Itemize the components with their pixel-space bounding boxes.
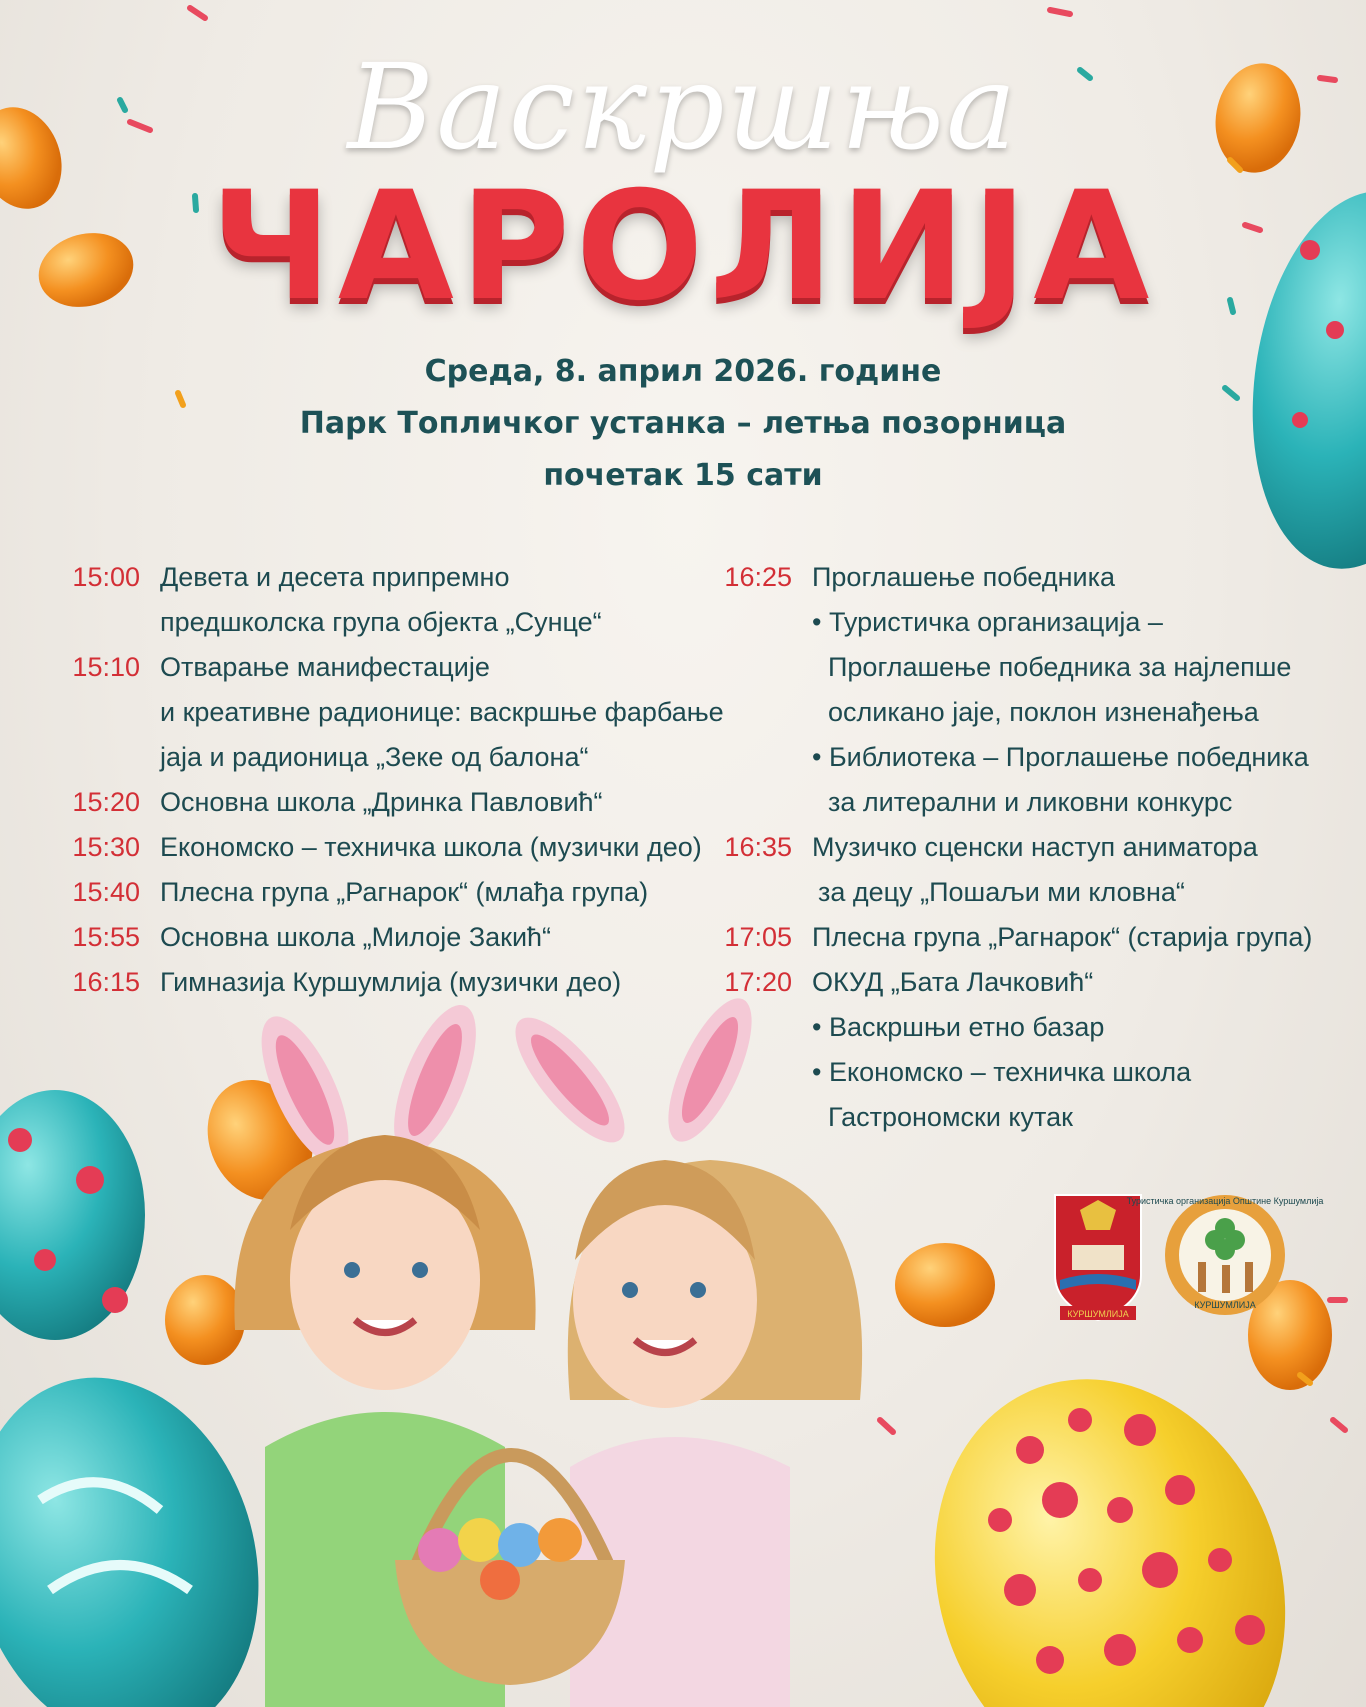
- event-date: Среда, 8. април 2026. године: [424, 354, 942, 389]
- schedule-row: [58, 870, 724, 915]
- svg-text:КУРШУМЛИЈА: КУРШУМЛИЈА: [1067, 1309, 1129, 1319]
- schedule-text: • Васкршњи етно базар: [812, 1012, 1105, 1042]
- schedule-row: [710, 645, 1312, 690]
- schedule-row: [710, 870, 1312, 915]
- schedule-row: [58, 735, 724, 780]
- schedule-row: [58, 555, 724, 600]
- schedule-time: 15:30: [72, 832, 140, 862]
- schedule-left: [58, 555, 724, 1005]
- schedule-time: 15:10: [72, 652, 140, 682]
- schedule-time: 15:55: [72, 922, 140, 952]
- schedule-row: [710, 825, 1312, 870]
- schedule-row: [710, 1005, 1312, 1050]
- municipality-coat-of-arms-icon: [1055, 1195, 1141, 1320]
- schedule-row: [710, 600, 1312, 645]
- schedule-time: 16:25: [724, 562, 792, 592]
- schedule-text: Проглашење победника: [812, 562, 1115, 592]
- schedule-text: Девета и десета припремно: [160, 562, 510, 592]
- schedule-time: 17:20: [724, 967, 792, 997]
- schedule-row: [710, 1095, 1312, 1140]
- schedule-text: Економско – техничка школа (музички део): [160, 832, 702, 862]
- schedule-time: 16:35: [724, 832, 792, 862]
- schedule-text: • Туристичка организација –: [812, 607, 1163, 637]
- schedule-row: [710, 780, 1312, 825]
- schedule-text: Основна школа „Дринка Павловић“: [160, 787, 603, 817]
- title-main: ЧАРОЛИЈА: [210, 160, 1156, 334]
- schedule-text: Музичко сценски наступ аниматора: [812, 832, 1258, 862]
- event-start: почетак 15 сати: [543, 458, 823, 493]
- event-place: Парк Топличког устанка – летња позорница: [299, 406, 1067, 441]
- schedule-row: [710, 690, 1312, 735]
- svg-text:КУРШУМЛИЈА: КУРШУМЛИЈА: [1194, 1300, 1256, 1310]
- schedule-row: [58, 960, 724, 1005]
- schedule-text: за децу „Пошаљи ми кловна“: [818, 877, 1185, 907]
- schedule-text: предшколска група објекта „Сунце“: [160, 607, 602, 637]
- schedule-text: осликано јаје, поклон изненађења: [828, 697, 1259, 727]
- schedule-row: [710, 915, 1312, 960]
- svg-text:Туристичка организација Општин: Туристичка организација Општине Куршумлија: [1126, 1196, 1324, 1206]
- schedule-text: Плесна група „Рагнарок“ (млађа група): [160, 877, 649, 907]
- schedule-row: [710, 555, 1312, 600]
- schedule-time: 15:20: [72, 787, 140, 817]
- schedule-text: Гимназија Куршумлија (музички део): [160, 967, 622, 997]
- schedule-text: јаја и радионица „Зеке од балона“: [160, 742, 589, 772]
- schedule-text: • Економско – техничка школа: [812, 1057, 1192, 1087]
- schedule-row: [58, 690, 724, 735]
- schedule-time: 16:15: [72, 967, 140, 997]
- schedule-time: 15:00: [72, 562, 140, 592]
- schedule-text: • Библиотека – Проглашење победника: [812, 742, 1309, 772]
- schedule-text: и креативне радионице: васкршње фарбање: [160, 697, 724, 727]
- title-script: Васкршња: [347, 38, 1019, 176]
- schedule-row: [710, 1050, 1312, 1095]
- logos: [1050, 1190, 1324, 1330]
- schedule-text: ОКУД „Бата Лачковић“: [812, 967, 1094, 997]
- schedule-row: [58, 780, 724, 825]
- schedule-row: [58, 645, 724, 690]
- schedule-text: Плесна група „Рагнарок“ (старија група): [812, 922, 1313, 952]
- schedule-text: Основна школа „Милоје Закић“: [160, 922, 552, 952]
- schedule-text: Проглашење победника за најлепше: [828, 652, 1292, 682]
- schedule-row: [58, 915, 724, 960]
- schedule-text: Гастрономски кутак: [828, 1102, 1073, 1132]
- schedule-row: [710, 735, 1312, 780]
- schedule-time: 17:05: [724, 922, 792, 952]
- schedule-text: Отварање манифестације: [160, 652, 490, 682]
- schedule-row: [58, 825, 724, 870]
- schedule-row: [58, 600, 724, 645]
- schedule-right: [710, 555, 1312, 1140]
- schedule-time: 15:40: [72, 877, 140, 907]
- schedule-row: [710, 960, 1312, 1005]
- schedule-text: за литерални и ликовни конкурс: [828, 787, 1233, 817]
